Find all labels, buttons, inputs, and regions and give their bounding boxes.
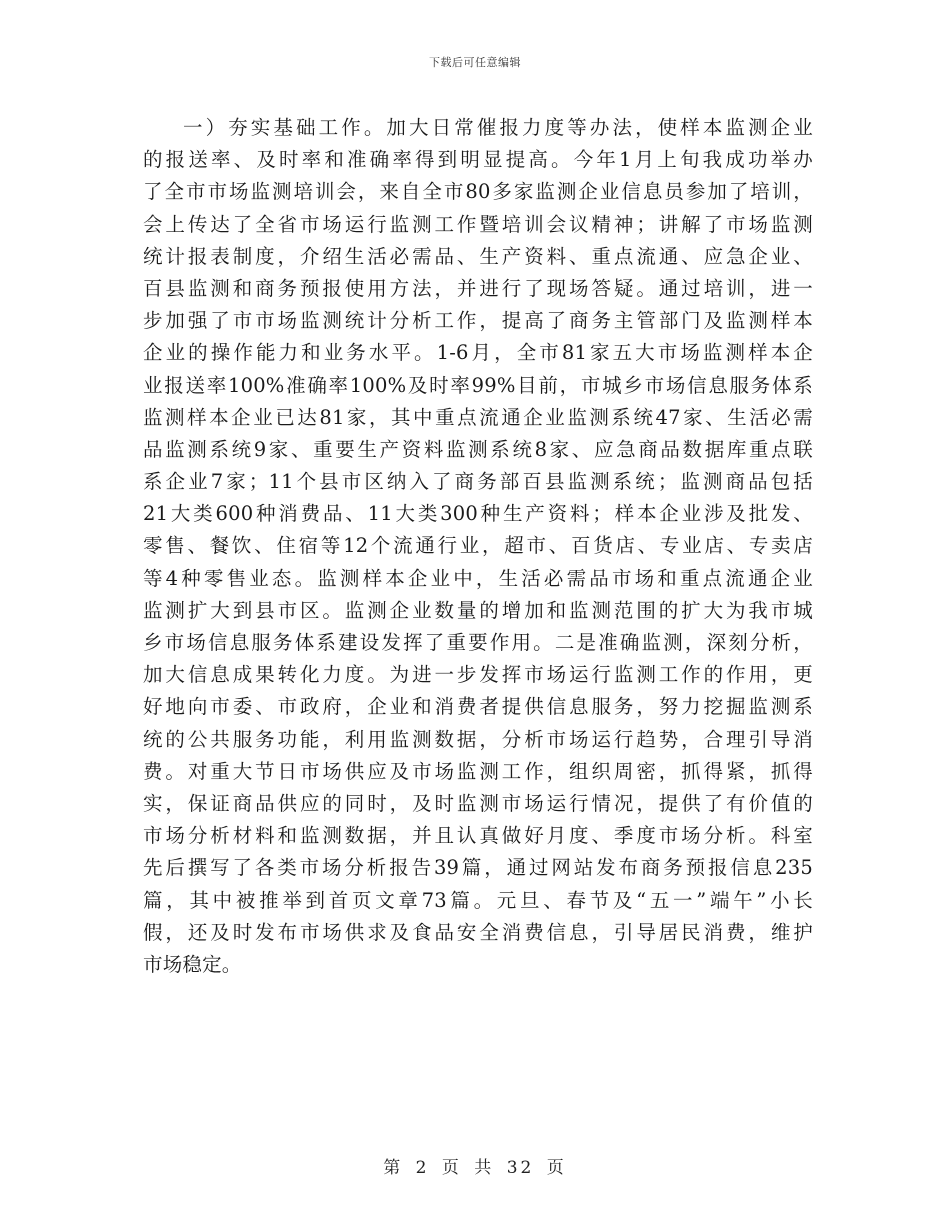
paragraph-line: 了全市市场监测培训会，来自全市80多家监测企业信息员参加了培训， — [143, 180, 813, 204]
paragraph-line: 零售、餐饮、住宿等12个流通行业，超市、百货店、专业店、专卖店 — [143, 534, 813, 558]
paragraph-line: 实，保证商品供应的同时，及时监测市场运行情况，提供了有价值的 — [143, 791, 813, 815]
page-number: 第 2 页 共 32 页 — [383, 1158, 567, 1178]
paragraph-line: 先后撰写了各类市场分析报告39篇，通过网站发布商务预报信息235 — [143, 856, 813, 880]
paragraph-line: 好地向市委、市政府，企业和消费者提供信息服务，努力挖掘监测系 — [143, 695, 813, 719]
paragraph-line: 市场分析材料和监测数据，并且认真做好月度、季度市场分析。科室 — [143, 824, 813, 848]
paragraph-line: 统的公共服务功能，利用监测数据，分析市场运行趋势，合理引导消 — [143, 727, 813, 751]
paragraph-line: 等4种零售业态。监测样本企业中，生活必需品市场和重点流通企业 — [143, 566, 813, 590]
paragraph-line: 企业的操作能力和业务水平。1-6月，全市81家五大市场监测样本企 — [143, 341, 813, 365]
document-body — [143, 112, 813, 981]
paragraph-line: 监测样本企业已达81家，其中重点流通企业监测系统47家、生活必需 — [143, 405, 813, 429]
paragraph-line: 一）夯实基础工作。加大日常催报力度等办法，使样本监测企业 — [183, 116, 813, 139]
paragraph-line: 假，还及时发布市场供求及食品安全消费信息，引导居民消费，维护 — [143, 920, 813, 944]
paragraph-line: 篇，其中被推举到首页文章73篇。元旦、春节及“五一”端午”小长 — [143, 888, 813, 912]
paragraph-line: 会上传达了全省市场运行监测工作暨培训会议精神；讲解了市场监测 — [143, 212, 813, 236]
paragraph-line: 费。对重大节日市场供应及市场监测工作，组织周密，抓得紧，抓得 — [143, 759, 813, 783]
paragraph-line: 业报送率100%准确率100%及时率99%目前，市城乡市场信息服务体系 — [143, 373, 813, 397]
paragraph-line: 市场稳定。 — [143, 952, 242, 976]
paragraph-line: 百县监测和商务预报使用方法，并进行了现场答疑。通过培训，进一 — [143, 276, 813, 300]
paragraph-line: 系企业7家；11个县市区纳入了商务部百县监测系统；监测商品包括 — [143, 470, 813, 494]
page-header: 下载后可任意编辑 — [429, 56, 521, 69]
paragraph-line: 的报送率、及时率和准确率得到明显提高。今年1月上旬我成功举办 — [143, 148, 813, 172]
paragraph-line: 步加强了市市场监测统计分析工作，提高了商务主管部门及监测样本 — [143, 309, 813, 333]
paragraph-line: 乡市场信息服务体系建设发挥了重要作用。二是准确监测，深刻分析， — [143, 631, 813, 654]
paragraph-line: 加大信息成果转化力度。为进一步发挥市场运行监测工作的作用，更 — [143, 663, 813, 687]
paragraph-line: 统计报表制度，介绍生活必需品、生产资料、重点流通、应急企业、 — [143, 244, 813, 268]
paragraph-line: 监测扩大到县市区。监测企业数量的增加和监测范围的扩大为我市城 — [143, 598, 813, 622]
paragraph-line: 品监测系统9家、重要生产资料监测系统8家、应急商品数据库重点联 — [143, 437, 813, 461]
paragraph-line: 21大类600种消费品、11大类300种生产资料；样本企业涉及批发、 — [143, 502, 813, 526]
